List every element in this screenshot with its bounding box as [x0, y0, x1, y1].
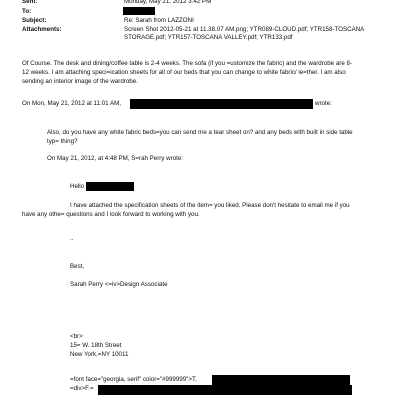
div-tag-line: =div>F.= [70, 385, 94, 392]
address-line-2: New York,=NY 10011 [70, 351, 129, 358]
para2-line-2: have any othe= questions and I look forward to working with you. [22, 211, 200, 218]
question-line-1: Also, do you have any white fabric beds=you can send me a tear sheet on? and any beds with built in side table [47, 129, 353, 136]
quote1-prefix: On Mon, May 21, 2012 at 11:01 AM, [22, 100, 121, 107]
attachments-label: Attachments: [22, 26, 62, 33]
subject-value: Re: Sarah from LAZZONI [124, 17, 194, 24]
quote1-sender-redaction [130, 99, 313, 109]
email-header [22, 0, 400, 60]
closing-text: Best, [70, 263, 85, 270]
font-tag-line: =font face="georgia, serif" color="#999999">T. [70, 376, 197, 383]
para1-line-3: sending an interior image of the wardrobe. [22, 78, 138, 85]
para1-line-2: 12 weeks. I am attaching speci=ication sheets for all of our beds that you can change to white fabric/ le=ther. I am also [22, 69, 346, 76]
sent-label: Sent: [22, 0, 38, 5]
para2-line-1: I have attached the specification sheets of the item= you liked. Please don't hesitate to email me if you [70, 202, 350, 209]
quote1-suffix: wrote: [315, 100, 332, 107]
hello-name-redaction [86, 182, 134, 191]
question-line-2: typ= thing? [47, 138, 78, 145]
br-tag-text: <br> [70, 333, 83, 340]
to-label: To: [22, 8, 32, 15]
attachments-line-1[interactable]: Screen Shot 2012-05-21 at 11.38.07 AM.png; YTR089-CLOUD.pdf; YTR158-TOSCANA [124, 26, 365, 33]
attachments-line-2[interactable]: STORAGE.pdf; YTR157-TOSCANA VALLEY.pdf; YTR133.pdf [124, 34, 293, 41]
subject-label: Subject: [22, 17, 47, 24]
dots-text: .. [70, 235, 74, 242]
sent-value: Monday, May 21, 2012 3:42 PM [124, 0, 212, 5]
phone-redaction [212, 375, 350, 385]
signature-text: Sarah Perry <=iv>Design Associate [70, 281, 168, 288]
fax-redaction [98, 385, 352, 395]
to-redaction [123, 7, 155, 15]
para1-line-1: Of Course. The desk and dining/coffee table is 2-4 weeks. The sofa (if you =ustomize the fabric) and the wardrobe are 8- [22, 60, 353, 67]
hello-text: Hello [70, 183, 85, 190]
quote2-header: On May 21, 2012, at 4:48 PM, S=rah Perry wrote: [47, 155, 184, 162]
address-line-1: 15= W. 18th Street [70, 342, 122, 349]
